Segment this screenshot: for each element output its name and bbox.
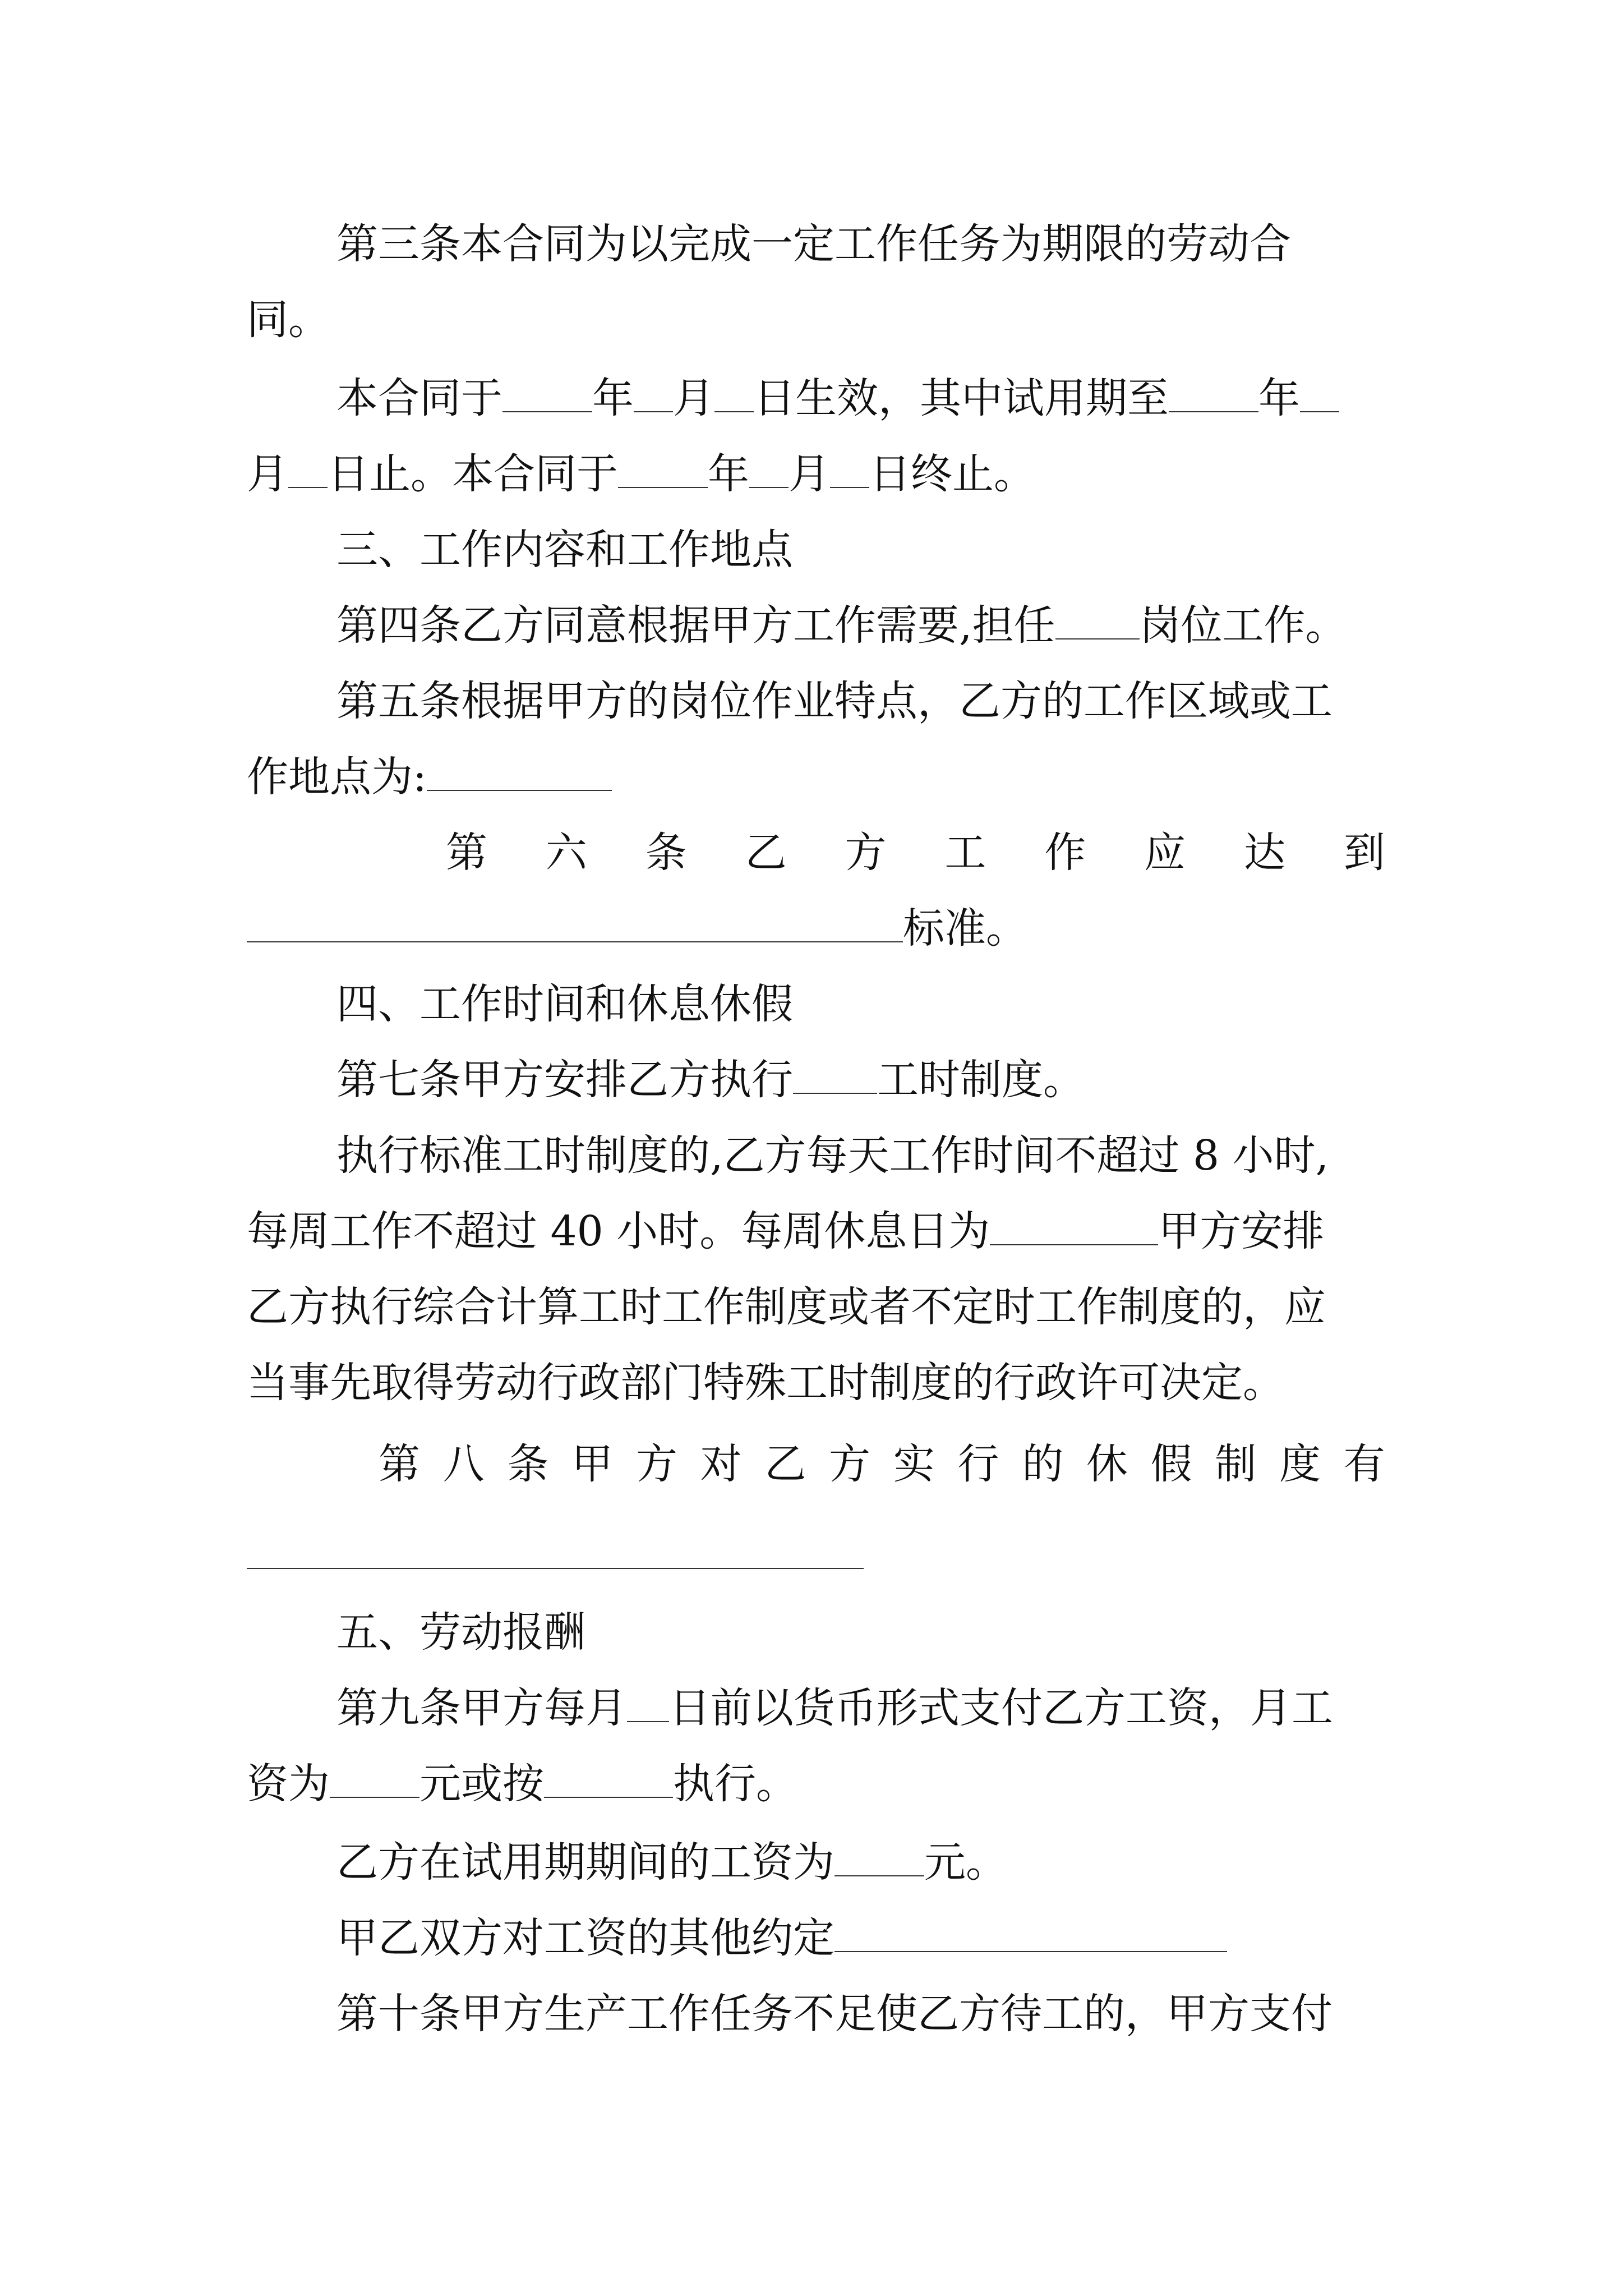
text-line: 资为 元或按 执行。 [247,1747,1385,1820]
text-line: 乙方执行综合计算工时工作制度或者不定时工作制度的，应 [247,1283,1326,1331]
fill-blank[interactable] [288,448,328,488]
text-line: 同。 [247,296,330,344]
text-line: 第七条甲方安排乙方执行 工时制度。 [247,1043,1385,1116]
fill-blank[interactable] [834,1912,1227,1952]
text-line: 甲乙双方对工资的其他约定 [247,1902,1385,1975]
fill-blank[interactable] [330,1757,419,1798]
section-heading: 五、劳动报酬 [336,1608,585,1657]
text-line: 作地点为: [247,740,1385,813]
spread-line: 第 八 条 甲 方 对 乙 方 实 行 的 休 假 制 度 有 [379,1440,1385,1488]
fill-blank[interactable] [247,1568,864,1569]
fill-blank[interactable] [714,372,754,412]
fill-blank[interactable] [1169,372,1258,412]
text-line: 每周工作不超过 40 小时。每周休息日为 甲方安排 [247,1195,1385,1268]
spread-line: 第 六 条 乙 方 工 作 应 达 到 [446,829,1385,877]
text-line: 当事先取得劳动行政部门特殊工时制度的行政许可决定。 [247,1359,1284,1407]
text-line: 本合同于 年 月 日生效，其中试用期至 年 [247,362,1385,435]
section-heading: 三、工作内容和工作地点 [336,526,793,574]
text-line: 标准。 [247,892,1385,965]
fill-blank[interactable] [618,448,708,488]
fill-blank[interactable] [1055,599,1140,639]
fill-blank[interactable] [247,902,903,942]
text-line: 第三条本合同为以完成一定工作任务为期限的劳动合 [336,220,1291,268]
section-heading: 四、工作时间和休息休假 [336,980,793,1028]
fill-blank[interactable] [834,1836,924,1876]
text-line: 月 日止。本合同于 年 月 日终止。 [247,438,1385,510]
fill-blank[interactable] [502,372,592,412]
text-line: 第十条甲方生产工作任务不足使乙方待工的，甲方支付 [336,1990,1332,2038]
fill-blank[interactable] [749,448,789,488]
fill-blank[interactable] [1300,372,1339,412]
fill-blank[interactable] [990,1205,1158,1245]
text-line: 第四条乙方同意根据甲方工作需要,担任 岗位工作。 [247,589,1385,662]
fill-blank[interactable] [830,448,869,488]
text-line: 乙方在试用期期间的工资为 元。 [247,1826,1385,1899]
fill-blank[interactable] [544,1757,673,1798]
text-line: 第五条根据甲方的岗位作业特点，乙方的工作区域或工 [336,677,1332,725]
fill-blank[interactable] [793,1053,877,1094]
fill-blank[interactable] [427,751,612,791]
fill-blank[interactable] [627,1682,669,1722]
fill-blank[interactable] [634,372,673,412]
text-line: 第九条甲方每月 日前以货币形式支付乙方工资，月工 [247,1672,1385,1745]
text-line: 执行标准工时制度的,乙方每天工作时间不超过 8 小时, [336,1131,1329,1180]
